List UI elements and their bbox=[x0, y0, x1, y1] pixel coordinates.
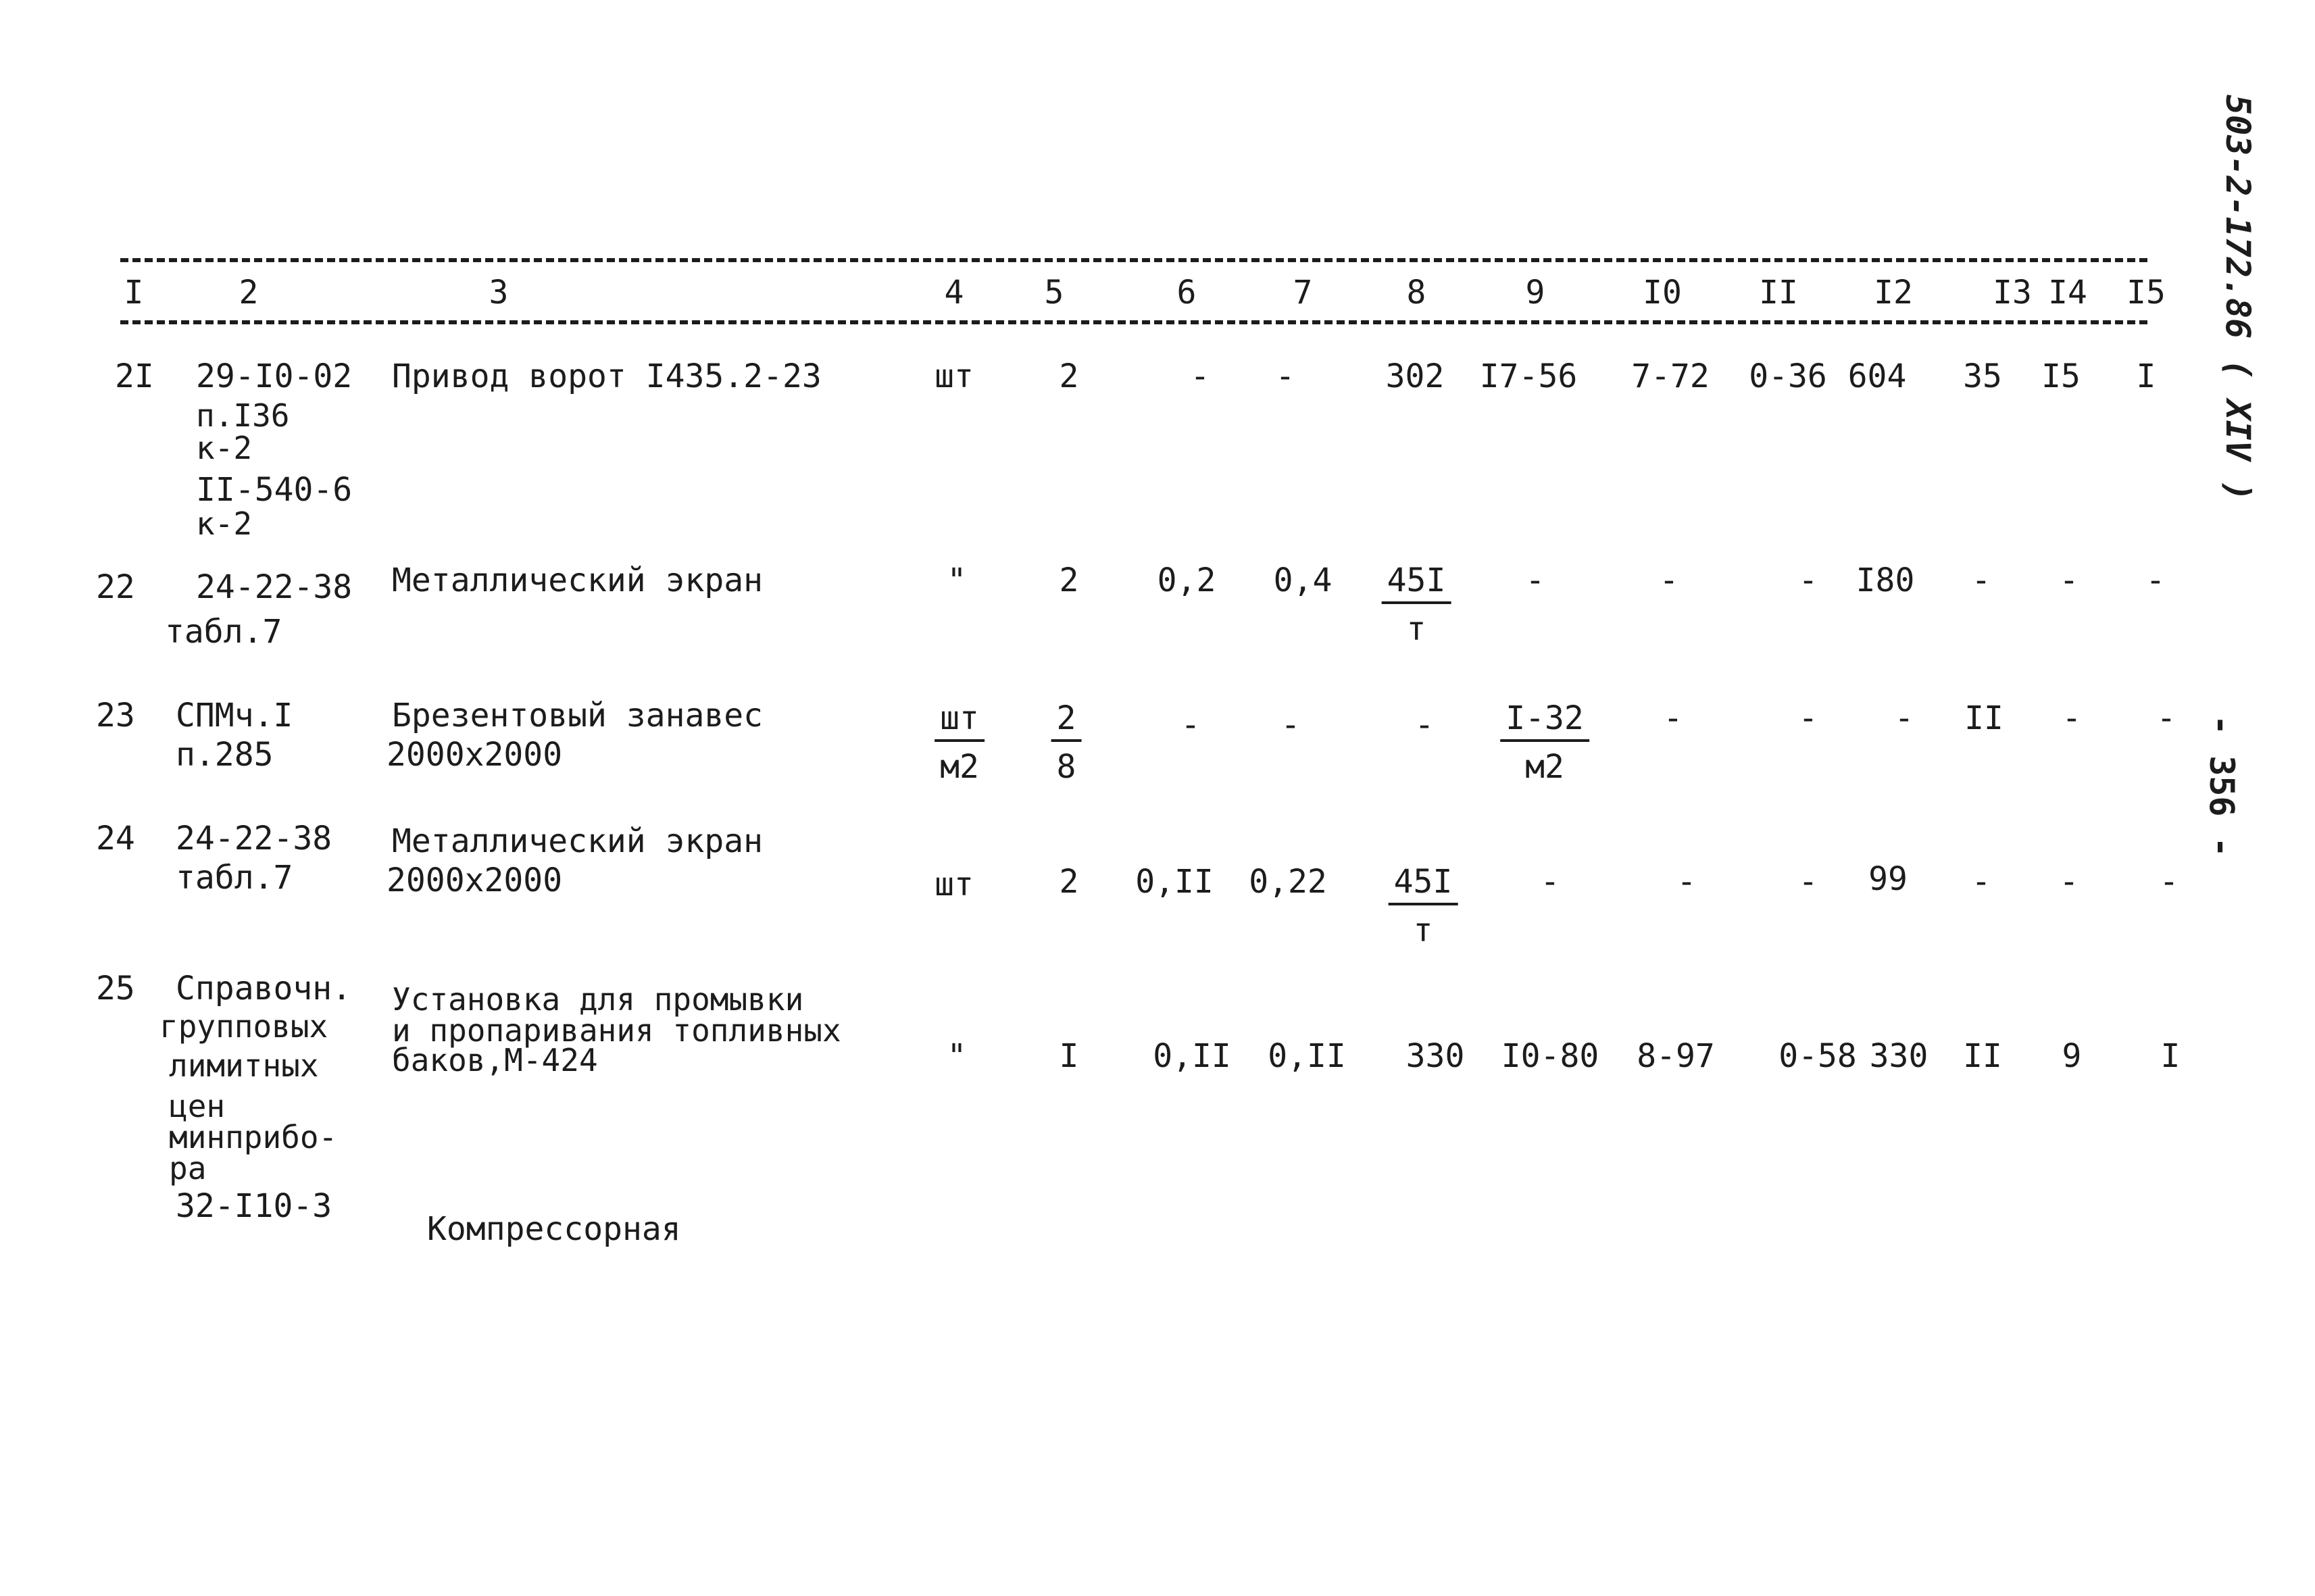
row-col-14: 9 bbox=[2062, 1037, 2082, 1075]
row-ref-line: 24-22-38 bbox=[176, 820, 332, 857]
header-col-5: 5 bbox=[1044, 274, 1064, 311]
row-name-line: Привод ворот I435.2-23 bbox=[392, 357, 822, 395]
header-col-10: I0 bbox=[1643, 274, 1682, 311]
row-col-9-fraction bbox=[1500, 700, 1589, 785]
row-col-12: 330 bbox=[1869, 1037, 1928, 1075]
row-col-8: 302 bbox=[1385, 357, 1445, 395]
row-col-9: I0-80 bbox=[1501, 1037, 1599, 1075]
row-col-6: 0,II bbox=[1135, 863, 1214, 901]
row-unit-fraction bbox=[935, 700, 985, 785]
header-col-13: I3 bbox=[1993, 274, 2032, 311]
row-col-7: - bbox=[1280, 706, 1301, 744]
fraction-denominator: т bbox=[1406, 610, 1426, 648]
row-qty: I bbox=[1059, 1037, 1079, 1075]
row-unit: " bbox=[947, 1037, 967, 1075]
row-col-8: - bbox=[1414, 706, 1435, 744]
row-col-6: 0,2 bbox=[1157, 562, 1216, 599]
row-ref-line: 29-I0-02 bbox=[196, 357, 353, 395]
row-col-12: I80 bbox=[1856, 562, 1915, 599]
row-number: 24 bbox=[96, 820, 135, 857]
row-col-10: - bbox=[1676, 863, 1697, 901]
row-col-12: 99 bbox=[1868, 860, 1908, 898]
row-col-9: - bbox=[1540, 863, 1560, 901]
row-col-11: - bbox=[1798, 562, 1818, 599]
row-unit: шт bbox=[935, 357, 974, 395]
row-ref-line: п.I36 bbox=[196, 397, 290, 434]
row-col-15: I bbox=[2136, 357, 2156, 395]
row-ref-line: табл.7 bbox=[176, 859, 293, 897]
row-name-line: Установка для промывки bbox=[392, 981, 804, 1018]
row-ref-line: к-2 bbox=[196, 430, 253, 466]
row-col-7: - bbox=[1275, 357, 1295, 395]
row-qty-fraction bbox=[1051, 700, 1082, 785]
row-col-15: - bbox=[2156, 699, 2176, 737]
document-code bbox=[2219, 95, 2257, 501]
row-col-12: - bbox=[1894, 699, 1914, 737]
row-col-10: - bbox=[1659, 562, 1679, 599]
row-col-14: I5 bbox=[2041, 357, 2081, 395]
header-col-8: 8 bbox=[1406, 274, 1426, 311]
row-unit: шт bbox=[935, 866, 974, 903]
row-col-14: - bbox=[2059, 562, 2079, 599]
row-col-6: - bbox=[1190, 357, 1210, 395]
row-col-6: - bbox=[1180, 706, 1201, 744]
row-qty: 2 bbox=[1059, 357, 1079, 395]
row-col-13: - bbox=[1971, 863, 1991, 901]
header-col-6: 6 bbox=[1176, 274, 1197, 311]
row-name-line: и пропаривания топливных bbox=[392, 1012, 841, 1049]
document-code-text: 503-2-172.86 bbox=[2218, 95, 2258, 339]
document-part-text: ( XIV ) bbox=[2218, 359, 2258, 502]
header-col-12: I2 bbox=[1874, 274, 1913, 311]
row-ref-line: минприбо- bbox=[169, 1119, 338, 1155]
header-col-9: 9 bbox=[1525, 274, 1545, 311]
row-col-11: 0-58 bbox=[1778, 1037, 1857, 1075]
row-ref-line: п.285 bbox=[176, 736, 274, 774]
header-col-1: I bbox=[124, 274, 144, 311]
header-col-2: 2 bbox=[239, 274, 259, 311]
row-col-8-fraction bbox=[1389, 864, 1458, 949]
row-ref-line: Справочн. bbox=[176, 970, 352, 1007]
row-ref-line: к-2 bbox=[196, 505, 253, 542]
row-ref-line: лимитных bbox=[169, 1047, 319, 1084]
row-col-13: - bbox=[1971, 562, 1991, 599]
row-number: 23 bbox=[96, 697, 135, 734]
row-col-10: - bbox=[1663, 699, 1683, 737]
row-qty: 2 bbox=[1059, 863, 1079, 901]
row-col-14: - bbox=[2059, 863, 2079, 901]
row-number: 2I bbox=[115, 357, 154, 395]
row-col-7: 0,II bbox=[1268, 1037, 1346, 1075]
fraction-denominator: т bbox=[1413, 912, 1433, 949]
row-col-15: I bbox=[2160, 1037, 2181, 1075]
row-qty: 2 bbox=[1059, 562, 1079, 599]
header-col-14: I4 bbox=[2048, 274, 2087, 311]
row-ref-line: 24-22-38 bbox=[196, 568, 353, 606]
header-col-15: I5 bbox=[2126, 274, 2166, 311]
header-col-4: 4 bbox=[944, 274, 964, 311]
row-col-14: - bbox=[2062, 699, 2082, 737]
section-title: Компрессорная bbox=[427, 1210, 681, 1248]
row-col-15: - bbox=[2145, 562, 2166, 599]
header-col-7: 7 bbox=[1293, 274, 1313, 311]
row-col-9: - bbox=[1525, 562, 1545, 599]
row-col-15: - bbox=[2159, 863, 2179, 901]
row-col-13: II bbox=[1964, 699, 2003, 737]
header-bottom-rule bbox=[120, 320, 2147, 324]
row-col-11: 0-36 bbox=[1749, 357, 1827, 395]
row-col-8-fraction bbox=[1382, 562, 1451, 647]
fraction-numerator: I-32 bbox=[1500, 700, 1589, 742]
row-name-line: Брезентовый занавес bbox=[392, 697, 764, 734]
row-col-10: 8-97 bbox=[1637, 1037, 1715, 1075]
fraction-numerator: 45I bbox=[1382, 562, 1451, 604]
row-col-10: 7-72 bbox=[1631, 357, 1710, 395]
row-ref-line: 32-I10-3 bbox=[176, 1187, 332, 1225]
fraction-denominator: 8 bbox=[1056, 748, 1076, 786]
row-name-line: 2000х2000 bbox=[387, 862, 563, 899]
row-col-8: 330 bbox=[1405, 1037, 1465, 1075]
row-ref-line: СПМч.I bbox=[176, 697, 293, 734]
fraction-numerator: 2 bbox=[1051, 700, 1082, 742]
row-ref-line: II-540-6 bbox=[196, 471, 353, 509]
row-name-line: 2000х2000 bbox=[387, 736, 563, 774]
row-ref-line: табл.7 bbox=[165, 613, 282, 651]
header-col-11: II bbox=[1759, 274, 1798, 311]
row-col-12: 604 bbox=[1847, 357, 1907, 395]
row-number: 25 bbox=[96, 970, 135, 1007]
row-ref-line: цен bbox=[169, 1088, 226, 1124]
row-col-11: - bbox=[1798, 863, 1818, 901]
row-name-line: Металлический экран bbox=[392, 822, 764, 860]
row-col-7: 0,4 bbox=[1273, 562, 1333, 599]
row-col-13: II bbox=[1963, 1037, 2002, 1075]
row-col-6: 0,II bbox=[1153, 1037, 1231, 1075]
fraction-denominator: м2 bbox=[940, 748, 979, 786]
row-col-9: I7-56 bbox=[1479, 357, 1578, 395]
row-col-7: 0,22 bbox=[1249, 863, 1327, 901]
row-col-13: 35 bbox=[1963, 357, 2002, 395]
header-col-3: 3 bbox=[489, 274, 509, 311]
fraction-numerator: шт bbox=[935, 700, 985, 742]
row-number: 22 bbox=[96, 568, 135, 606]
row-name-line: Металлический экран bbox=[392, 562, 764, 599]
fraction-numerator: 45I bbox=[1389, 864, 1458, 905]
fraction-denominator: м2 bbox=[1525, 748, 1564, 786]
page-number: - 356 - bbox=[2202, 715, 2241, 857]
header-top-rule bbox=[120, 258, 2147, 262]
row-ref-line: ра bbox=[169, 1150, 207, 1187]
row-ref-line: групповых bbox=[159, 1008, 328, 1045]
row-col-11: - bbox=[1798, 699, 1818, 737]
row-unit: " bbox=[947, 562, 967, 599]
row-name-line: баков,М-424 bbox=[392, 1042, 598, 1078]
